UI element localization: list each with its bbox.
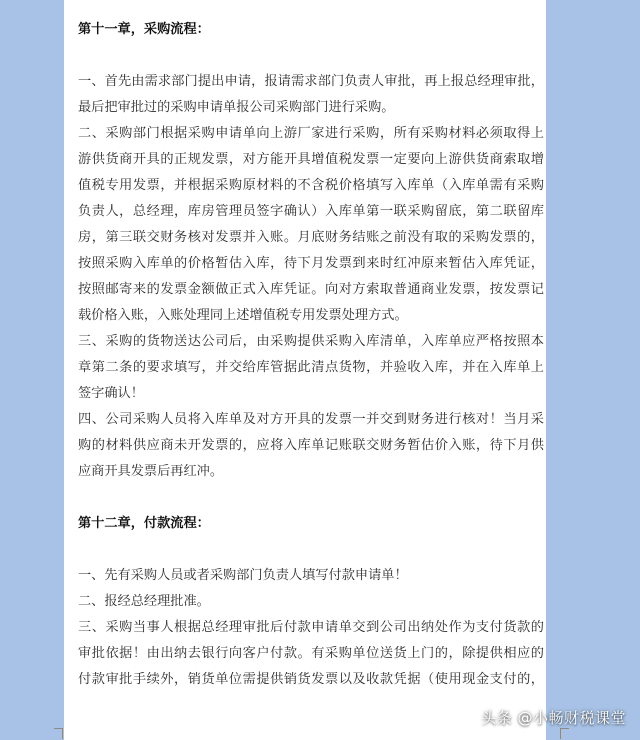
paragraph-line: 应商开具发票后再红冲。 xyxy=(78,464,224,479)
paragraph-line: 一、先有采购人员或者采购部门负责人填写付款申请单！ xyxy=(78,568,408,583)
paragraph-line: 值税专用发票，并根据采购原材料的不含税价格填写入库单（入库单需有采购 xyxy=(78,178,544,193)
paragraph-line: 二、采购部门根据采购申请单向上游厂家进行采购，所有采购材料必须取得上 xyxy=(78,126,544,141)
paragraph-line: 章第二条的要求填写，并交给库管据此清点货物，并验收入库，并在入库单上 xyxy=(78,360,544,375)
paragraph-line: 二、报经总经理批准。 xyxy=(78,594,210,609)
paragraph-line: 一、首先由需求部门提出申请，报请需求部门负责人审批，再上报总经理审批， xyxy=(78,74,544,89)
paragraph-line: 最后把审批过的采购申请单报公司采购部门进行采购。 xyxy=(78,100,395,115)
paragraph-line: 购的材料供应商未开发票的，应将入库单记账联交财务暂估价入账，待下月供 xyxy=(78,438,544,453)
chapter-12-title: 第十二章，付款流程： xyxy=(78,516,210,531)
paragraph-line: 负责人，总经理，库房管理员签字确认）入库单第一联采购留底，第二联留库 xyxy=(78,204,544,219)
margin-corner-mark xyxy=(54,728,63,739)
blank-line xyxy=(78,485,544,511)
paragraph-line: 审批依据！由出纳去银行向客户付款。有采购单位送货上门的，除提供相应的 xyxy=(78,646,544,661)
paragraph-line: 游供货商开具的正规发票，对方能开具增值税发票一定要向上游供货商索取增 xyxy=(78,152,544,167)
paragraph-line: 载价格入账，入账处理同上述增值税专用发票处理方式。 xyxy=(78,308,408,323)
paragraph-line: 按照邮寄来的发票金额做正式入库凭证。向对方索取普通商业发票，按发票记 xyxy=(78,282,544,297)
blank-line xyxy=(78,537,544,563)
paragraph-line: 按照采购入库单的价格暂估入库，待下月发票到来时红冲原来暂估入库凭证， xyxy=(78,256,544,271)
source-watermark: 头条 @小畅财税课堂 xyxy=(481,709,626,727)
chapter-11-title: 第十一章，采购流程： xyxy=(78,22,210,37)
margin-corner-mark xyxy=(560,728,569,739)
paragraph-line: 三、采购当事人根据总经理审批后付款申请单交到公司出纳处作为支付货款的 xyxy=(78,620,544,635)
document-content xyxy=(78,17,544,693)
paragraph-line: 签字确认！ xyxy=(78,386,144,401)
paragraph-line: 四、公司采购人员将入库单及对方开具的发票一并交到财务进行核对！当月采 xyxy=(78,412,544,427)
document-page xyxy=(64,0,546,740)
blank-line xyxy=(78,43,544,69)
paragraph-line: 房，第三联交财务核对发票并入账。月底财务结账之前没有取的采购发票的， xyxy=(78,230,544,245)
paragraph-line: 三、采购的货物送达公司后，由采购提供采购入库清单，入库单应严格按照本 xyxy=(78,334,544,349)
paragraph-line: 付款审批手续外，销货单位需提供销货发票以及收款凭据（使用现金支付的， xyxy=(78,672,544,687)
